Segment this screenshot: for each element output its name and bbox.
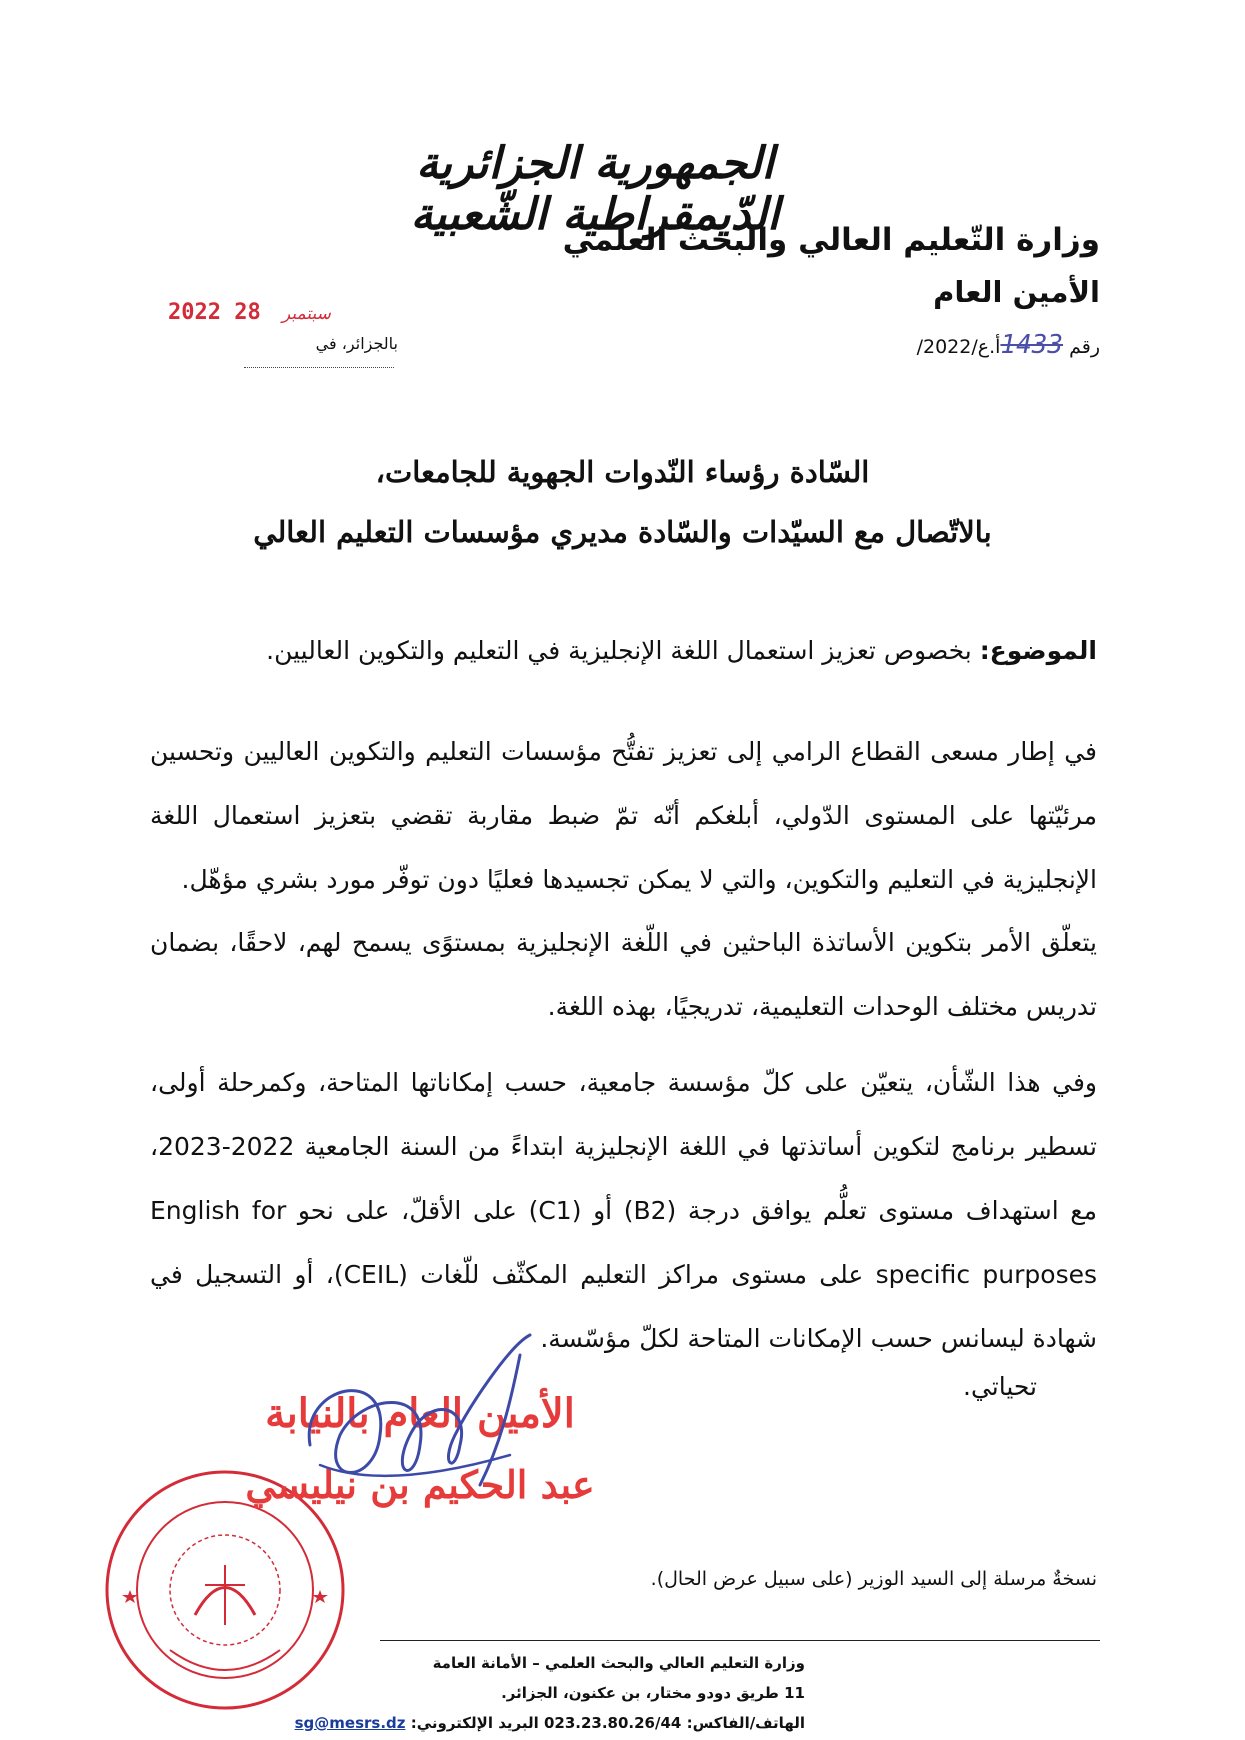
copy-note: نسخةٌ مرسلة إلى السيد الوزير (على سبيل عرض الحال). [650, 1568, 1097, 1590]
footer-address: 11 طريق دودو مختار، بن عكنون، الجزائر. [501, 1684, 805, 1702]
signatory-title: الأمين العام بالنيابة [265, 1390, 575, 1437]
subject-label: الموضوع: [979, 636, 1097, 665]
date-dotted-line [244, 367, 394, 368]
date-stamp-month: سبتمبر [281, 304, 331, 324]
body-paragraph-3: وفي هذا الشّأن، يتعيّن على كلّ مؤسسة جامعية، حسب إمكاناتها المتاحة، وكمرحلة أولى، تسطير برنامج لتكوين أساتذتها في اللغة الإنجليزية ابتداءً من السنة الجامعية 2022-2023، مع استهداف مستوى تعلُّم يوافق درجة (B2) أو (C1) على الأقلّ، على نحو English for specific purposes على مستوى مراكز التعليم المكثّف للّغات (CEIL)، أو التسجيل في شهادة ليسانس حسب الإمكانات المتاحة لكلّ مؤسّسة. [150, 1068, 1097, 1353]
subject-text: بخصوص تعزيز استعمال اللغة الإنجليزية في التعليم والتكوين العاليين. [266, 636, 972, 665]
republic-heading: الجمهورية الجزائرية الدّيمقراطية الشّعبية [410, 138, 780, 240]
reference-handwritten-number: 1433 [1000, 330, 1064, 360]
body-paragraph-1: في إطار مسعى القطاع الرامي إلى تعزيز تفتُّح مؤسسات التعليم والتكوين العاليين وتحسين مرئيّتها على المستوى الدّولي، أبلغكم أنّه تمّ ضبط مقاربة تقضي بتعزيز استعمال اللغة الإنجليزية في التعليم والتكوين، والتي لا يمكن تجسيدها فعليًا دون توفّر مورد بشري مؤهّل. [150, 737, 1097, 894]
footer-phone-label: الهاتف/الفاكس: [686, 1714, 805, 1732]
footer-email-link[interactable]: sg@mesrs.dz [294, 1714, 406, 1732]
subject-line [150, 636, 1097, 665]
secretary-general-title: الأمين العام [933, 275, 1100, 309]
footer-divider [380, 1640, 1100, 1641]
place-label: بالجزائر، في [315, 334, 398, 353]
place-date-line [168, 334, 398, 372]
signatory-name: عبد الحكيم بن نيليسي [245, 1462, 595, 1507]
reference-number [917, 330, 1100, 360]
addressee-line-1: السّادة رؤساء النّدوات الجهوية للجامعات، [375, 455, 870, 489]
handwritten-signature-icon [280, 1325, 580, 1525]
footer-contact [295, 1714, 805, 1732]
reference-suffix: /أ.ع/2022 [916, 336, 1001, 358]
footer-email-label: البريد الإلكتروني: [410, 1714, 539, 1732]
addressee-line-2: بالاتّصال مع السيّدات والسّادة مديري مؤسسات التعليم العالي [253, 515, 992, 549]
ministry-name: وزارة التّعليم العالي والبحث العلمي [562, 222, 1100, 258]
reference-prefix: رقم [1069, 336, 1100, 358]
date-stamp-year: 2022 [168, 300, 221, 325]
footer-ministry: وزارة التعليم العالي والبحث العلمي – الأمانة العامة [432, 1654, 805, 1672]
date-stamp [168, 300, 339, 325]
date-stamp-day: 28 [234, 300, 261, 325]
closing-greeting: تحياتي. [963, 1372, 1037, 1401]
footer-phone: 023.23.80.26/44 [543, 1714, 682, 1732]
body-paragraph-2: يتعلّق الأمر بتكوين الأساتذة الباحثين في اللّغة الإنجليزية بمستوًى يسمح لهم، لاحقًا، بضمان تدريس مختلف الوحدات التعليمية، تدريجيًا، بهذه اللغة. [150, 928, 1097, 1021]
